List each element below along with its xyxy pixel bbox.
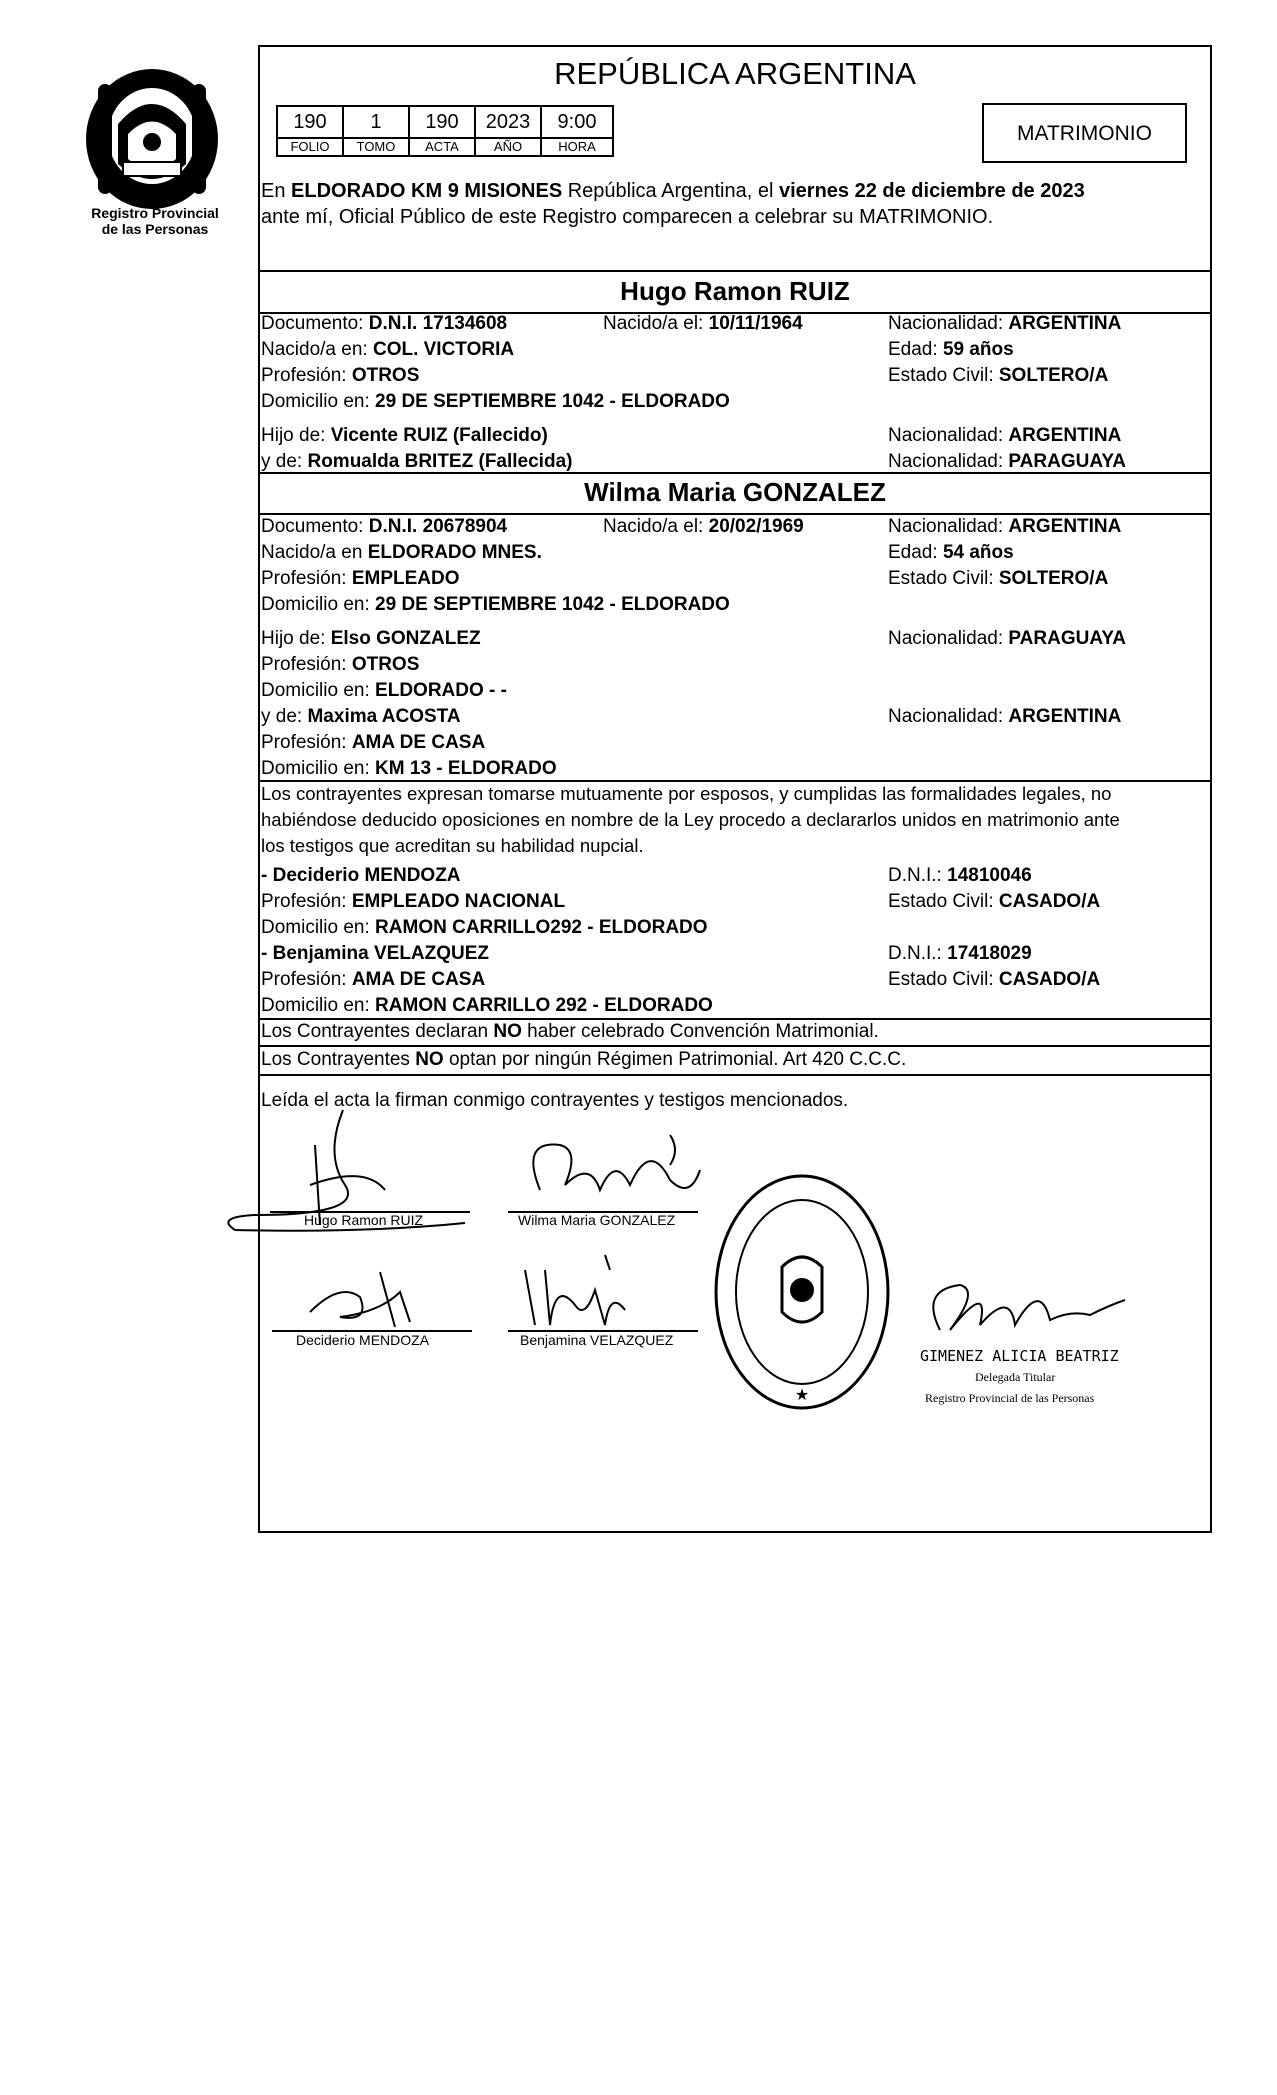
declaration-line-1: Los contrayentes expresan tomarse mutuamente por esposos, y cumplidas las formalidades legales, no <box>261 783 1112 804</box>
witness-1-profession: Profesión: EMPLEADO NACIONAL <box>261 891 566 912</box>
misiones-coat-of-arms-logo <box>78 64 226 214</box>
witness-2-name: - Benjamina VELAZQUEZ <box>261 943 490 964</box>
delegation-seal-stamp <box>712 1172 892 1412</box>
witness-2-signature-label: Benjamina VELAZQUEZ <box>520 1332 674 1348</box>
convention-line-2: Los Contrayentes NO optan por ningún Régimen Patrimonial. Art 420 C.C.C. <box>261 1049 907 1070</box>
witness-1-signature-label: Deciderio MENDOZA <box>296 1332 430 1348</box>
groom-profession: Profesión: OTROS <box>261 365 420 386</box>
closing-statement: Leída el acta la firman conmigo contrayentes y testigos mencionados. <box>261 1090 849 1111</box>
witness-2-signature <box>505 1250 645 1335</box>
groom-age: Edad: 59 años <box>888 339 1014 360</box>
groom-father: Hijo de: Vicente RUIZ (Fallecido) <box>261 425 548 446</box>
witness-2-address: Domicilio en: RAMON CARRILLO 292 - ELDORADO <box>261 995 713 1016</box>
bride-signature-label: Wilma Maria GONZALEZ <box>518 1212 676 1228</box>
groom-mother: y de: Romualda BRITEZ (Fallecida) <box>261 451 573 472</box>
groom-birthplace: Nacido/a en: COL. VICTORIA <box>261 339 515 360</box>
officer-organization: Registro Provincial de las Personas <box>925 1391 1095 1405</box>
groom-nationality: Nacionalidad: ARGENTINA <box>888 313 1122 334</box>
witness-1-civil-status: Estado Civil: CASADO/A <box>888 891 1101 912</box>
bride-birthplace: Nacido/a en ELDORADO MNES. <box>261 542 542 563</box>
witness-1-dni: D.N.I.: 14810046 <box>888 865 1032 886</box>
bride-name-heading: Wilma Maria GONZALEZ <box>584 477 886 507</box>
bride-signature <box>520 1130 710 1210</box>
bride-profession: Profesión: EMPLEADO <box>261 568 460 589</box>
witness-2-profession: Profesión: AMA DE CASA <box>261 969 486 990</box>
page-title: REPÚBLICA ARGENTINA <box>554 56 916 91</box>
groom-signature-label: Hugo Ramon RUIZ <box>304 1212 424 1228</box>
bride-mother-profession: Profesión: AMA DE CASA <box>261 732 486 753</box>
groom-mother-nationality: Nacionalidad: PARAGUAYA <box>888 451 1126 472</box>
bride-mother: y de: Maxima ACOSTA <box>261 706 461 727</box>
hora-caption: HORA <box>541 138 613 156</box>
witness-1-name: - Deciderio MENDOZA <box>261 865 461 886</box>
bride-document: Documento: D.N.I. 20678904 <box>261 516 508 537</box>
tomo-value: 1 <box>343 106 409 138</box>
bride-father-profession: Profesión: OTROS <box>261 654 420 675</box>
bride-address: Domicilio en: 29 DE SEPTIEMBRE 1042 - ELDORADO <box>261 594 730 615</box>
groom-address: Domicilio en: 29 DE SEPTIEMBRE 1042 - ELDORADO <box>261 391 730 412</box>
folio-value: 190 <box>277 106 343 138</box>
declaration-line-2: habiéndose deducido oposiciones en nombre de la Ley procedo a declararlos unidos en matrimonio ante <box>261 809 1120 830</box>
svg-text:★: ★ <box>794 1385 810 1404</box>
officer-role: Delegada Titular <box>975 1370 1056 1384</box>
bride-birthdate: Nacido/a el: 20/02/1969 <box>603 516 804 537</box>
groom-father-nationality: Nacionalidad: ARGENTINA <box>888 425 1122 446</box>
intro-line-2: ante mí, Oficial Público de este Registro comparecen a celebrar su MATRIMONIO. <box>261 206 994 228</box>
registry-label: Registro Provincial de las Personas <box>91 205 219 237</box>
bride-nationality: Nacionalidad: ARGENTINA <box>888 516 1122 537</box>
document-type-box: MATRIMONIO <box>982 103 1187 163</box>
intro-line-1: En ELDORADO KM 9 MISIONES República Argentina, el viernes 22 de diciembre de 2023 <box>261 180 1085 202</box>
anio-caption: AÑO <box>475 138 541 156</box>
bride-father: Hijo de: Elso GONZALEZ <box>261 628 481 649</box>
declaration-line-3: los testigos que acreditan su habilidad nupcial. <box>261 835 644 856</box>
tomo-caption: TOMO <box>343 138 409 156</box>
hora-value: 9:00 <box>541 106 613 138</box>
acta-caption: ACTA <box>409 138 475 156</box>
bride-father-address: Domicilio en: ELDORADO - - <box>261 680 507 701</box>
bride-mother-address: Domicilio en: KM 13 - ELDORADO <box>261 758 557 779</box>
groom-civil-status: Estado Civil: SOLTERO/A <box>888 365 1109 386</box>
bride-father-nationality: Nacionalidad: PARAGUAYA <box>888 628 1126 649</box>
witness-1-signature <box>300 1262 430 1337</box>
officer-signature <box>920 1270 1130 1340</box>
anio-value: 2023 <box>475 106 541 138</box>
folio-table <box>276 105 614 157</box>
bride-age: Edad: 54 años <box>888 542 1014 563</box>
bride-mother-nationality: Nacionalidad: ARGENTINA <box>888 706 1122 727</box>
witness-1-address: Domicilio en: RAMON CARRILLO292 - ELDORADO <box>261 917 708 938</box>
witness-2-civil-status: Estado Civil: CASADO/A <box>888 969 1101 990</box>
groom-document: Documento: D.N.I. 17134608 <box>261 313 508 334</box>
groom-birthdate: Nacido/a el: 10/11/1964 <box>603 313 803 334</box>
groom-name-heading: Hugo Ramon RUIZ <box>620 276 850 306</box>
officer-name: GIMENEZ ALICIA BEATRIZ <box>920 1347 1119 1365</box>
folio-caption: FOLIO <box>277 138 343 156</box>
convention-line-1: Los Contrayentes declaran NO haber celebrado Convención Matrimonial. <box>261 1021 879 1042</box>
bride-civil-status: Estado Civil: SOLTERO/A <box>888 568 1109 589</box>
witness-2-dni: D.N.I.: 17418029 <box>888 943 1032 964</box>
acta-value: 190 <box>409 106 475 138</box>
